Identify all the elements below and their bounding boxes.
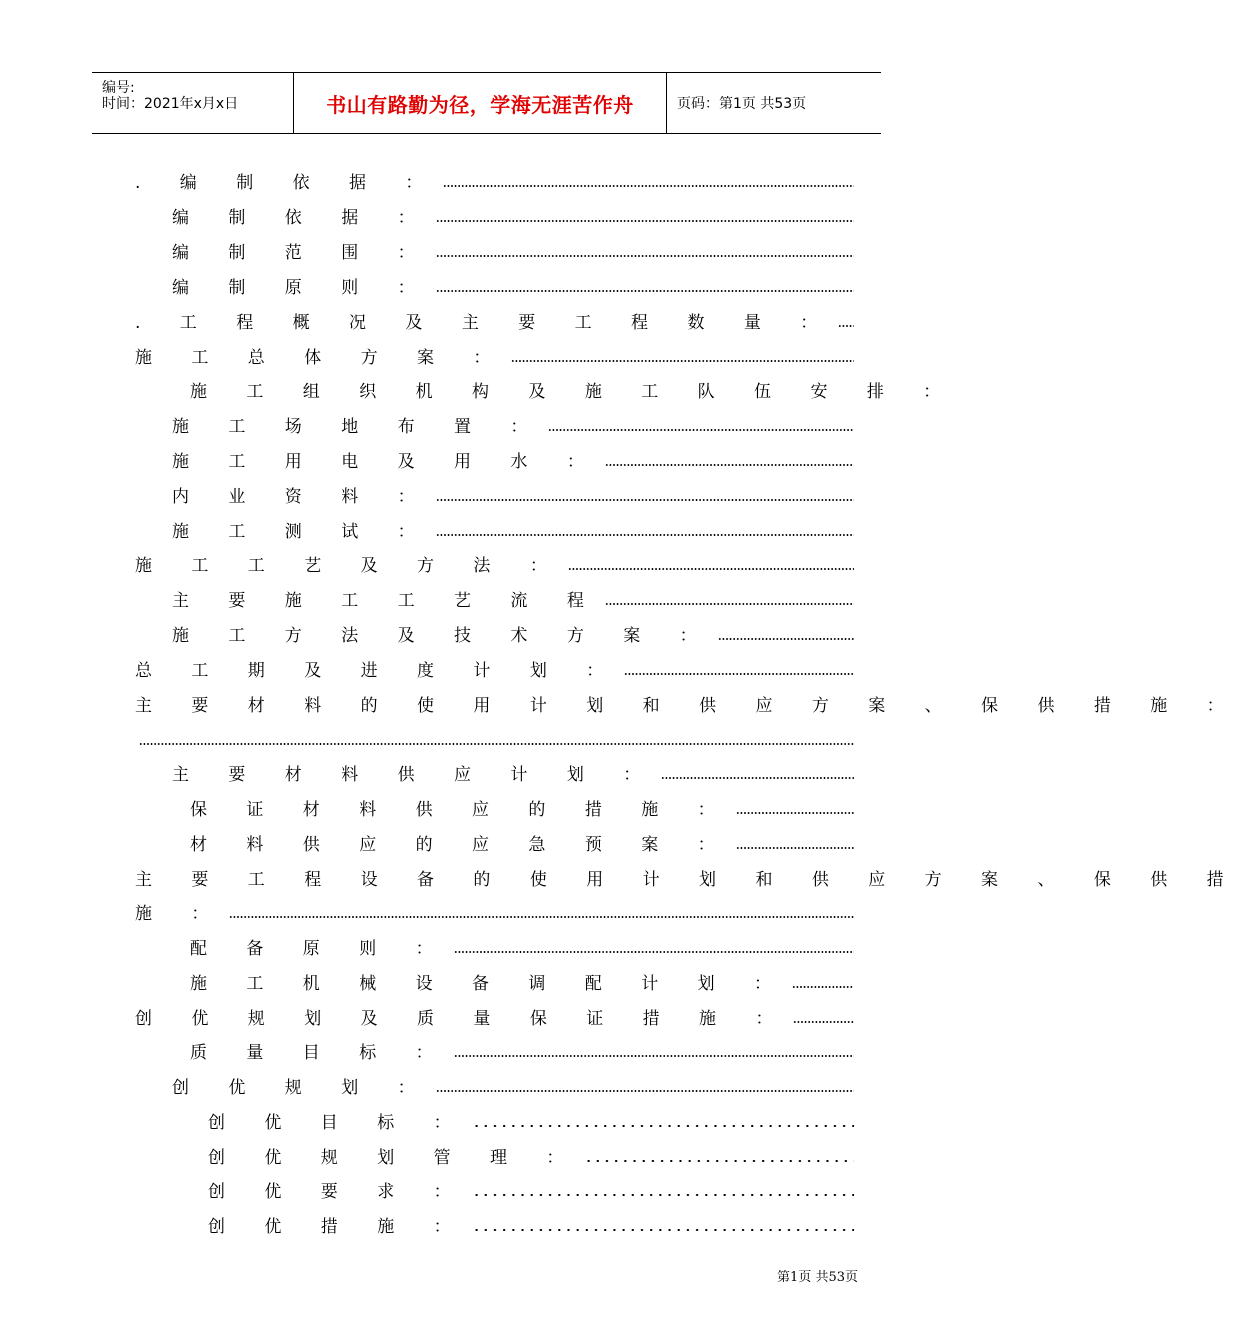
toc-entry-text: 施 工 测 试 ： — [172, 522, 432, 542]
toc-leader — [568, 566, 854, 572]
toc-entry[interactable] — [190, 973, 854, 995]
toc-leader — [511, 358, 854, 364]
toc-entry[interactable] — [172, 242, 854, 264]
toc-entry-text: 内 业 资 料 ： — [172, 487, 432, 507]
toc-entry[interactable] — [135, 660, 854, 682]
toc-leader — [436, 497, 854, 503]
toc-entry[interactable] — [172, 764, 854, 786]
toc-entry-text: 创 优 规 划 ： — [172, 1078, 432, 1098]
toc-entry[interactable] — [135, 172, 854, 194]
toc-leader — [736, 845, 854, 851]
toc-entry[interactable] — [135, 869, 1241, 891]
toc-leader — [472, 1192, 854, 1198]
toc-entry-text: 编 制 范 围 ： — [172, 243, 432, 263]
toc-entry[interactable] — [190, 938, 854, 960]
toc-leader — [229, 914, 854, 920]
toc-leader — [718, 636, 854, 642]
toc-entry-text: 配 备 原 则 ： — [190, 939, 450, 959]
toc-leader — [139, 741, 854, 747]
toc-entry-text: 施 工 场 地 布 置 ： — [172, 417, 545, 437]
toc-entry-text: 施 工 总 体 方 案 ： — [135, 348, 508, 368]
toc-entry-text: 主 要 施 工 工 艺 流 程 — [172, 591, 601, 611]
toc-entry-text: 编 制 原 则 ： — [172, 278, 432, 298]
toc-entry-text: 创 优 规 划 管 理 ： — [208, 1148, 581, 1168]
toc-entry-text: 施 工 机 械 设 备 调 配 计 划 ： — [190, 974, 789, 994]
time-label: 时间：2021年x月x日 — [102, 96, 239, 112]
toc-leader — [838, 323, 854, 329]
toc-entry-text: 创 优 目 标 ： — [208, 1113, 468, 1133]
page-footer: 第1页 共53页 — [777, 1270, 858, 1285]
toc-entry-text: 保 证 材 料 供 应 的 措 施 ： — [190, 800, 732, 820]
toc-entry-text: 施 工 方 法 及 技 术 方 案 ： — [172, 626, 714, 646]
toc-entry[interactable] — [135, 1008, 854, 1030]
page-label: 页码：第1页 共53页 — [677, 96, 807, 112]
header-table — [92, 72, 881, 134]
toc-leader — [436, 288, 854, 294]
toc-leader — [436, 253, 854, 259]
toc-entry[interactable] — [190, 799, 854, 821]
toc-entry-text: 质 量 目 标 ： — [190, 1043, 450, 1063]
motto-text: 书山有路勤为径，学海无涯苦作舟 — [294, 73, 667, 133]
toc-leader — [605, 462, 854, 468]
toc-entry[interactable] — [172, 486, 854, 508]
toc-entry[interactable] — [208, 1216, 854, 1238]
toc-entry[interactable] — [135, 695, 1241, 717]
toc-entry[interactable] — [172, 416, 854, 438]
toc-leader — [548, 427, 854, 433]
toc-leader — [736, 810, 854, 816]
toc-entry[interactable] — [135, 555, 854, 577]
toc-entry[interactable] — [172, 590, 854, 612]
toc-entry-text: 创 优 规 划 及 质 量 保 证 措 施 ： — [135, 1009, 790, 1029]
toc-entry[interactable] — [172, 521, 854, 543]
toc-entry[interactable] — [135, 730, 854, 752]
toc-leader — [793, 1019, 854, 1025]
toc-entry-text: 主 要 工 程 设 备 的 使 用 计 划 和 供 应 方 案 、 保 供 措 — [135, 870, 1241, 890]
header-meta-cell — [92, 73, 294, 133]
toc-entry[interactable] — [135, 312, 854, 334]
toc-entry[interactable] — [208, 1147, 854, 1169]
toc-leader — [436, 1088, 854, 1094]
toc-leader — [472, 1123, 854, 1129]
doc-number-label: 编号: — [102, 80, 135, 96]
toc-entry[interactable] — [190, 834, 854, 856]
toc-leader — [661, 775, 854, 781]
toc-entry-text: 施 工 组 织 机 构 及 施 工 队 伍 安 排 ： — [190, 382, 958, 402]
toc-entry-text: 主 要 材 料 供 应 计 划 ： — [172, 765, 658, 785]
toc-leader — [472, 1227, 854, 1233]
toc-entry[interactable] — [135, 903, 854, 925]
toc-entry-text: 编 制 依 据 ： — [172, 208, 432, 228]
toc-leader — [792, 984, 854, 990]
toc-leader — [624, 671, 854, 677]
toc-entry-text: . 编 制 依 据 ： — [135, 173, 440, 193]
toc-leader — [443, 183, 854, 189]
toc-entry[interactable] — [135, 347, 854, 369]
toc-entry[interactable] — [208, 1112, 854, 1134]
toc-entry[interactable] — [172, 451, 854, 473]
toc-entry[interactable] — [190, 381, 958, 403]
toc-entry[interactable] — [172, 1077, 854, 1099]
toc-entry-text: 施 工 工 艺 及 方 法 ： — [135, 556, 564, 576]
toc-leader — [436, 218, 854, 224]
toc-entry-text: 施 ： — [135, 904, 226, 924]
toc-leader — [605, 601, 854, 607]
toc-leader — [454, 949, 854, 955]
toc-entry-text: 创 优 要 求 ： — [208, 1182, 468, 1202]
toc-entry-text: 材 料 供 应 的 应 急 预 案 ： — [190, 835, 732, 855]
toc-entry[interactable] — [172, 277, 854, 299]
toc-entry[interactable] — [190, 1042, 854, 1064]
toc-leader — [584, 1158, 854, 1164]
toc-entry-text: 施 工 用 电 及 用 水 ： — [172, 452, 601, 472]
toc-entry-text: 主 要 材 料 的 使 用 计 划 和 供 应 方 案 、 保 供 措 施 ： — [135, 696, 1241, 716]
toc-entry[interactable] — [208, 1181, 854, 1203]
toc-entry-text: 总 工 期 及 进 度 计 划 ： — [135, 661, 621, 681]
toc-leader — [436, 532, 854, 538]
toc-entry-text: 创 优 措 施 ： — [208, 1217, 468, 1237]
toc-entry-text: . 工 程 概 况 及 主 要 工 程 数 量 ： — [135, 313, 835, 333]
toc-entry[interactable] — [172, 207, 854, 229]
toc-entry[interactable] — [172, 625, 854, 647]
toc-leader — [454, 1053, 854, 1059]
